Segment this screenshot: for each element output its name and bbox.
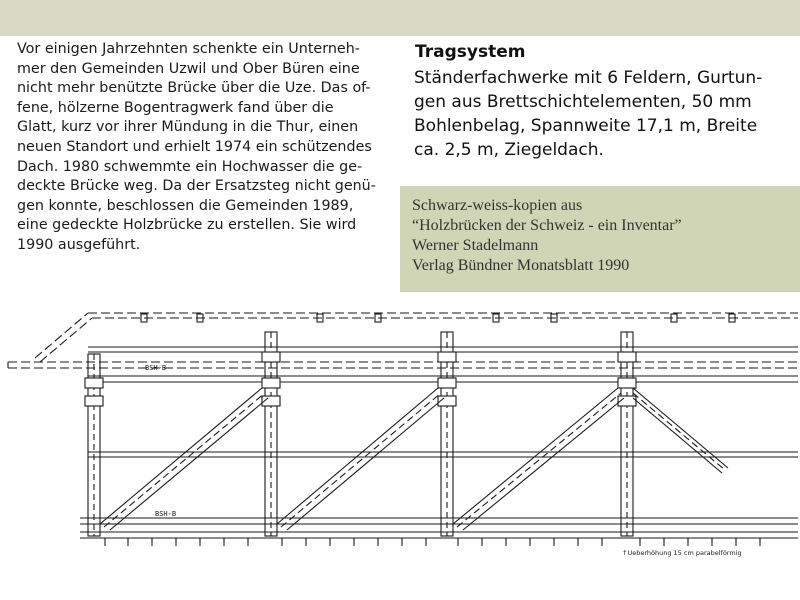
intro-line: gen konnte, beschlossen die Gemeinden 1989, (17, 197, 354, 214)
intro-line: neuen Standort und erhielt 1974 ein schützendes (17, 138, 372, 155)
truss-posts (88, 332, 633, 536)
lower-chord-label: BSH-B (155, 510, 177, 518)
intro-line: Dach. 1980 schwemmte ein Hochwasser die ge- (17, 158, 363, 175)
source-note-line: Verlag Bündner Monatsblatt 1990 (412, 257, 630, 274)
tragsystem-line: Ständerfachwerke mit 6 Feldern, Gurtun- (414, 68, 763, 88)
source-note-line: Werner Stadelmann (412, 237, 539, 254)
truss-diagonals (100, 388, 728, 530)
tragsystem-line: Bohlenbelag, Spannweite 17,1 m, Breite (414, 116, 758, 136)
tragsystem-line: gen aus Brettschichtelementen, 50 mm (414, 92, 752, 112)
intro-line: nicht mehr benützte Brücke über die Uze. Das of- (17, 80, 371, 97)
intro-paragraph (17, 40, 397, 256)
middle-rail (88, 452, 798, 457)
deck-bolts (105, 538, 760, 546)
upper-chord-label: BSH-B (145, 364, 167, 372)
source-note-line: Schwarz-weiss-kopien aus (412, 197, 583, 214)
intro-line: fene, hölzerne Bogentragwerk fand über die (17, 99, 334, 116)
source-note-line: “Holzbrücken der Schweiz - ein Inventar” (412, 217, 682, 234)
intro-line: Vor einigen Jahrzehnten schenkte ein Unterneh- (17, 41, 360, 57)
bottom-chord (80, 518, 798, 538)
top-band (0, 0, 800, 36)
truss-drawing (0, 292, 800, 600)
intro-line: 1990 ausgeführt. (17, 236, 141, 253)
intro-line: Glatt, kurz vor ihrer Mündung in die Thur, einen (17, 119, 359, 136)
tragsystem-line: ca. 2,5 m, Ziegeldach. (414, 140, 604, 160)
tragsystem-description (414, 66, 788, 162)
tragsystem-heading: Tragsystem (415, 42, 526, 62)
intro-line: mer den Gemeinden Uzwil und Ober Büren eine (17, 60, 360, 77)
joint-plates (85, 352, 636, 406)
intro-line: eine gedeckte Holzbrücke zu erstellen. Sie wird (17, 217, 357, 234)
source-note (412, 196, 682, 276)
intro-line: deckte Brücke weg. Da der Ersatzsteg nicht genü- (17, 178, 376, 195)
camber-footnote: ↑Ueberhöhung 15 cm parabelförmig (622, 549, 742, 557)
roof-eave (8, 313, 798, 368)
